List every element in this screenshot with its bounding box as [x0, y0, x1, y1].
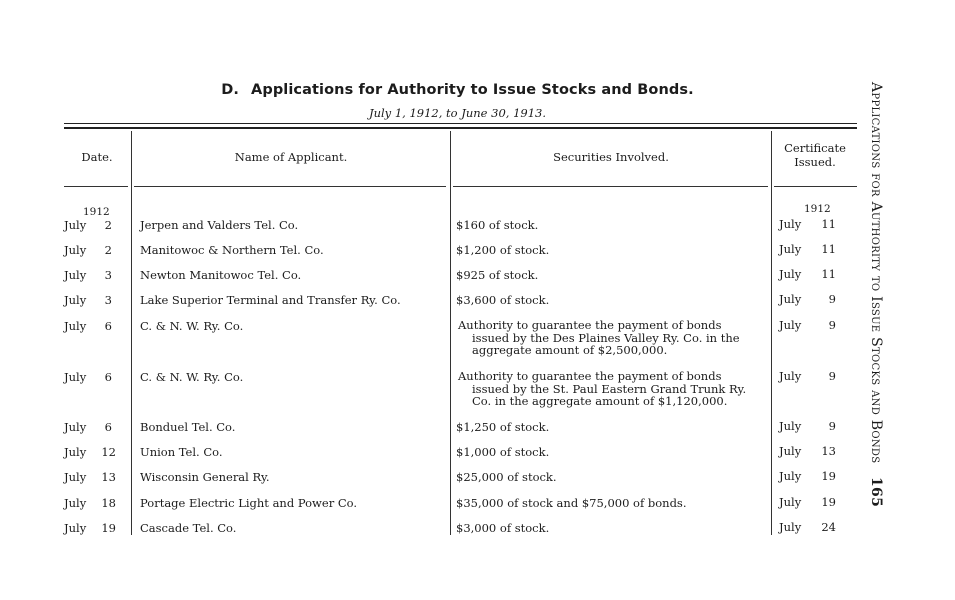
row-securities: $925 of stock.: [456, 268, 539, 282]
row-applicant: C. & N. W. Ry. Co.: [140, 319, 244, 333]
header-rule-applicant: [134, 186, 446, 187]
row-day: 6: [104, 319, 112, 333]
row-securities-line: issued by the St. Paul Eastern Grand Trunk Ry.: [472, 381, 747, 396]
row-month: July: [64, 319, 87, 333]
row-applicant: Manitowoc & Northern Tel. Co.: [140, 243, 324, 257]
row-day: 3: [104, 293, 112, 307]
running-head-text: Applications for Authority to Issue Stocks and Bonds: [868, 82, 884, 464]
row-securities: $25,000 of stock.: [456, 470, 557, 484]
row-cert-month: July: [779, 444, 802, 458]
date-range-subtitle: July 1, 1912, to June 30, 1913.: [368, 106, 546, 120]
row-applicant: Wisconsin General Ry.: [140, 470, 270, 484]
row-cert-month: July: [779, 217, 802, 231]
row-cert-month: July: [779, 469, 802, 483]
row-month: July: [64, 521, 87, 535]
row-securities-line: aggregate amount of $2,500,000.: [472, 343, 668, 357]
row-day: 2: [104, 218, 112, 232]
row-cert-month: July: [779, 242, 802, 256]
row-day: 19: [101, 521, 116, 535]
row-cert-month: July: [779, 292, 802, 306]
row-day: 13: [101, 470, 116, 484]
row-securities-line: Authority to guarantee the payment of bonds: [458, 318, 722, 332]
row-cert-day: 19: [821, 495, 836, 509]
row-cert-day: 9: [828, 292, 836, 306]
row-securities: $1,250 of stock.: [456, 420, 550, 434]
header-certificate-line1: Certificate: [784, 141, 846, 155]
row-applicant: Union Tel. Co.: [140, 445, 223, 459]
row-securities-line: Authority to guarantee the payment of bonds: [458, 369, 722, 383]
row-month: July: [64, 370, 87, 384]
top-rule-heavy: [64, 127, 857, 129]
header-securities: Securities Involved.: [553, 150, 669, 164]
row-month: July: [64, 293, 87, 307]
row-securities: $3,000 of stock.: [456, 521, 550, 535]
row-cert-month: July: [779, 369, 802, 383]
row-day: 18: [101, 496, 116, 510]
row-securities-line: Co. in the aggregate amount of $1,120,000.: [472, 394, 728, 408]
row-cert-month: July: [779, 267, 802, 281]
row-day: 2: [104, 243, 112, 257]
row-month: July: [64, 218, 87, 232]
running-head: [868, 82, 884, 508]
section-letter: D.: [221, 82, 240, 98]
row-cert-month: July: [779, 520, 802, 534]
top-rule: [64, 123, 857, 124]
row-cert-day: 11: [821, 267, 836, 281]
row-cert-month: July: [779, 495, 802, 509]
row-securities: $160 of stock.: [456, 218, 539, 232]
row-cert-month: July: [779, 318, 802, 332]
header-certificate: [773, 141, 857, 169]
row-month: July: [64, 470, 87, 484]
row-securities: $35,000 of stock and $75,000 of bonds.: [456, 496, 687, 510]
row-securities: [458, 370, 766, 408]
row-applicant: Bonduel Tel. Co.: [140, 420, 236, 434]
row-month: July: [64, 445, 87, 459]
row-applicant: Newton Manitowoc Tel. Co.: [140, 268, 302, 282]
row-month: July: [64, 420, 87, 434]
page-number: 165: [868, 477, 884, 508]
row-day: 12: [101, 445, 116, 459]
row-day: 3: [104, 268, 112, 282]
section-title-text: Applications for Authority to Issue Stocks and Bonds.: [251, 82, 694, 98]
row-cert-day: 19: [821, 469, 836, 483]
header-rule-securities: [453, 186, 768, 187]
row-month: July: [64, 243, 87, 257]
row-cert-day: 9: [828, 318, 836, 332]
header-certificate-line2: Issued.: [794, 155, 836, 169]
row-cert-day: 11: [821, 217, 836, 231]
row-securities: $3,600 of stock.: [456, 293, 550, 307]
row-day: 6: [104, 420, 112, 434]
section-title: [60, 82, 855, 98]
row-cert-month: July: [779, 419, 802, 433]
row-securities-line: issued by the Des Plaines Valley Ry. Co. in the: [472, 330, 740, 345]
row-securities: $1,000 of stock.: [456, 445, 550, 459]
year-label-date: 1912: [83, 206, 110, 218]
header-rule-date: [64, 186, 128, 187]
row-securities: [458, 319, 766, 357]
row-cert-day: 9: [828, 369, 836, 383]
header-date: Date.: [81, 150, 113, 164]
row-applicant: Lake Superior Terminal and Transfer Ry. Co.: [140, 293, 401, 307]
row-applicant: Portage Electric Light and Power Co.: [140, 496, 358, 510]
header-rule-certificate: [774, 186, 857, 187]
column-divider-2: [450, 131, 451, 535]
row-day: 6: [104, 370, 112, 384]
row-securities: $1,200 of stock.: [456, 243, 550, 257]
year-label-certificate: 1912: [804, 203, 831, 215]
row-cert-day: 9: [828, 419, 836, 433]
row-cert-day: 13: [821, 444, 836, 458]
row-month: July: [64, 268, 87, 282]
column-divider-3: [771, 131, 772, 535]
row-applicant: C. & N. W. Ry. Co.: [140, 370, 244, 384]
row-applicant: Cascade Tel. Co.: [140, 521, 237, 535]
row-applicant: Jerpen and Valders Tel. Co.: [140, 218, 299, 232]
row-month: July: [64, 496, 87, 510]
column-divider-1: [131, 131, 132, 535]
header-applicant: Name of Applicant.: [234, 150, 348, 164]
row-cert-day: 24: [821, 520, 836, 534]
row-cert-day: 11: [821, 242, 836, 256]
